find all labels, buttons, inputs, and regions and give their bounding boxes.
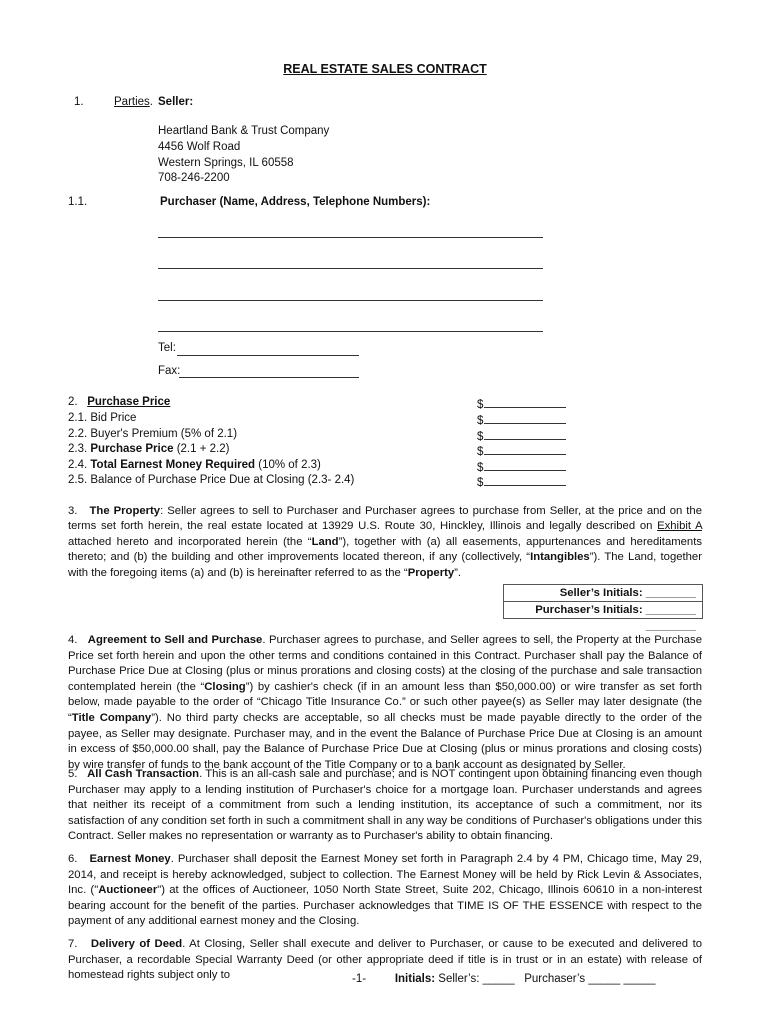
purchase-price-field[interactable]	[477, 443, 566, 458]
purchaser-label: Purchaser (Name, Address, Telephone Numbers):	[160, 196, 431, 208]
section-number: 6.	[68, 853, 78, 865]
amount-field-heading[interactable]	[477, 396, 566, 411]
parties-label: Parties	[114, 96, 150, 108]
section-text: . At Closing, Seller shall execute and deliver to Purchaser, or cause to be executed and delivered to Purchaser, a recordable Special Warranty Deed (or other appropriate deed if title is in trust or in an estate) with release of homestead rights subject only to	[68, 938, 703, 982]
section-1-1-number: 1.1.	[68, 196, 88, 208]
earnest-money-row	[68, 459, 321, 471]
row-number: 2.5.	[68, 474, 91, 486]
buyers-premium-row	[68, 428, 237, 440]
exhibit-reference: Exhibit A	[657, 520, 702, 533]
row-number: 2.2.	[68, 428, 91, 440]
section-number: 5.	[68, 768, 78, 780]
section-heading: Delivery of Deed	[90, 938, 183, 950]
purchase-price-row	[68, 443, 229, 455]
section-number: 4.	[68, 634, 78, 646]
section-2-number: 2.	[68, 396, 78, 408]
section-5-cash	[68, 767, 702, 845]
section-text: ”), together with (a) all easements, appurtenances and hereditaments thereto; and (b) the building and other improvements located thereon, if any (collectively, “	[68, 535, 702, 564]
section-heading: The Property	[89, 505, 161, 517]
fax-label: Fax:	[158, 365, 181, 377]
purchaser-line-4[interactable]	[158, 331, 543, 332]
row-label: Buyer's Premium (5% of 2.1)	[90, 428, 238, 440]
seller-city: Western Springs, IL 60558	[158, 157, 294, 169]
dollar-sign: $	[477, 431, 484, 443]
purchaser-line-1[interactable]	[158, 237, 543, 238]
footer-seller-initials[interactable]: Seller’s: _____	[438, 973, 515, 985]
row-label: Balance of Purchase Price Due at Closing (2.3- 2.4)	[90, 474, 355, 486]
balance-row	[68, 474, 354, 486]
row-label: Bid Price	[90, 412, 137, 424]
section-text: ”). The Land, together with the foregoing items (a) and (b) is hereinafter referred to as the “	[68, 551, 702, 579]
section-heading: All Cash Transaction	[87, 768, 200, 780]
seller-name: Heartland Bank & Trust Company	[158, 125, 330, 137]
dollar-sign: $	[477, 399, 484, 411]
parties-dot: .	[149, 96, 153, 108]
section-text: : Seller agrees to sell to Purchaser and Purchaser agrees to purchase from Seller, at the price and on the terms set forth herein, the real estate located at 13929 U.S. Route 30, Hinckley, Illinois and legally described on	[68, 505, 702, 533]
balance-field[interactable]	[477, 474, 566, 489]
section-text: ") at the offices of Auctioneer, 1050 North State Street, Suite 202, Chicago, Illinois 60610 in a non-interest bearing account for the benefit of the parties. Purchaser acknowledges that TIME IS OF THE ESSENCE with respect to the payment of any additional earnest money and the Closing.	[68, 884, 703, 928]
initials-box	[503, 584, 703, 632]
page-footer	[352, 973, 655, 985]
bid-price-row	[68, 412, 136, 424]
purchaser-line-3[interactable]	[158, 300, 543, 301]
document-title: REAL ESTATE SALES CONTRACT	[283, 62, 487, 76]
section-heading: Earnest Money	[89, 853, 171, 865]
fax-field[interactable]	[179, 377, 359, 378]
section-text: ”). No third party checks are acceptable, so all checks must be made payable directly to the order of the payee, as Seller may designate. Purchaser may, and in the event the Balance of Purchase Price Due at Closing is an amount in excess of $50,000.00 shall, pay the Balance of Purchase Price Due at Closing (plus or minus prorations and closing costs) by wire transfer of funds to the bank account of the Title Company or to a bank account as designated by Seller.	[68, 711, 702, 771]
row-number: 2.4.	[68, 459, 91, 471]
section-6-earnest-money	[68, 852, 702, 930]
footer-purchaser-initials[interactable]: Purchaser’s _____ _____	[524, 973, 656, 985]
seller-phone: 708-246-2200	[158, 172, 230, 184]
purchaser-initials-field[interactable]: Purchaser’s Initials: ________ ________	[504, 601, 702, 618]
seller-street: 4456 Wolf Road	[158, 141, 241, 153]
defined-term: Title Company	[71, 711, 152, 724]
section-number: 7.	[68, 938, 78, 950]
bid-price-field[interactable]	[477, 412, 566, 427]
dollar-sign: $	[477, 462, 484, 474]
earnest-money-field[interactable]	[477, 459, 566, 474]
section-text: . This is an all-cash sale and purchase; and is NOT contingent upon obtaining financing even though Purchaser may apply to a lending institution of Purchaser's choice for a mortgage loan. Purchaser understands and agrees that neither its receipt of a commitment from such a lending institution, its acceptance of such a commitment, nor its satisfaction of any condition set forth in such a commitment shall in any way be conditions of Purchaser's obligations under this Contract. Seller makes no representation or warranty as to Purchaser's ability to obtain financing.	[68, 768, 703, 843]
parties-heading	[114, 96, 153, 108]
tel-field[interactable]	[177, 355, 359, 356]
section-text: ”.	[454, 566, 462, 579]
section-number: 3.	[68, 505, 78, 517]
seller-initials-field[interactable]: Seller’s Initials: ________	[559, 587, 696, 599]
seller-label: Seller:	[158, 96, 194, 108]
section-3-property	[68, 504, 702, 581]
defined-term: Property	[407, 566, 455, 579]
row-number: 2.3.	[68, 443, 91, 455]
section-text: . Purchaser agrees to purchase, and Seller agrees to sell, the Property at the Purchase Price set forth herein and upon the other terms and conditions contained in this Contract. Purchaser shall pay the Balance of Purchase Price Due at Closing (plus or minus prorations and closing costs) at the closing of the purchase and sale transaction contemplated herein (the “	[68, 634, 702, 693]
defined-term: Auctioneer	[98, 884, 158, 897]
page-number: -1-	[352, 973, 367, 985]
dollar-sign: $	[477, 415, 484, 427]
purchase-price-heading	[68, 396, 170, 408]
purchase-price-label: Purchase Price	[87, 396, 171, 408]
defined-term: Closing	[204, 680, 246, 693]
row-number: 2.1.	[68, 412, 91, 424]
section-4-agreement	[68, 633, 702, 773]
buyers-premium-field[interactable]	[477, 428, 566, 443]
purchaser-line-2[interactable]	[158, 268, 543, 269]
section-heading: Agreement to Sell and Purchase	[87, 634, 263, 646]
dollar-sign: $	[477, 446, 484, 458]
row-bold-label: Purchase Price	[90, 443, 174, 455]
section-1-number: 1.	[74, 96, 84, 108]
defined-term: Land	[311, 535, 339, 548]
defined-term: Intangibles	[530, 551, 590, 564]
tel-label: Tel:	[158, 342, 176, 354]
footer-initials-label: Initials:	[394, 973, 436, 985]
row-bold-label: Total Earnest Money Required	[90, 459, 256, 471]
section-text: ”) by cashier's check (if in an amount less than $50,000.00) or wire transfer as set forth below, made payable to the order of “Chicago Title Insurance Co.” or such other payee(s) as Seller may later designate (the “	[68, 680, 702, 724]
section-text: attached hereto and incorporated herein (the “	[68, 535, 312, 548]
section-text: . Purchaser shall deposit the Earnest Money set forth in Paragraph 2.4 by 4 PM, Chicago time, May 29, 2014, and receipt is hereby acknowledged, subject to collection. The Earnest Money will be held by Rick Levin & Associates, Inc. ("	[68, 853, 702, 897]
row-label: (2.1 + 2.2)	[173, 443, 230, 455]
row-label: (10% of 2.3)	[255, 459, 321, 471]
dollar-sign: $	[477, 477, 484, 489]
